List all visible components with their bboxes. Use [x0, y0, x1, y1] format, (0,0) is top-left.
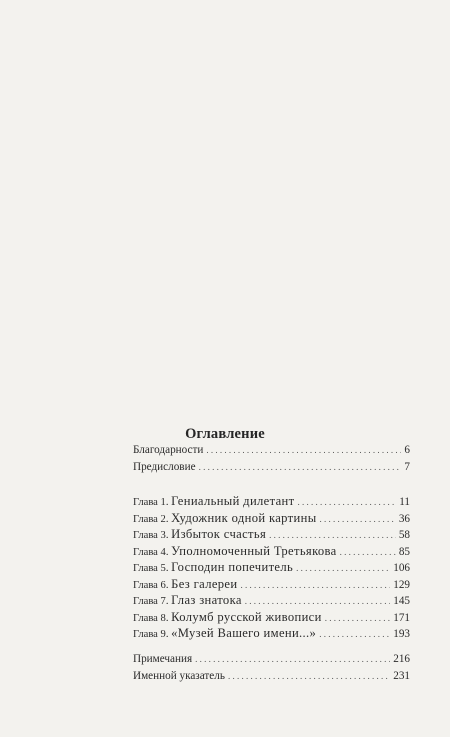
dot-leader	[319, 629, 390, 639]
toc-entry-page: 231	[393, 669, 410, 682]
chapter-title: Глаз знатока	[171, 593, 242, 607]
toc-entry-chapter-1	[133, 494, 410, 511]
chapter-title: Художник одной картины	[171, 510, 317, 525]
dot-leader	[269, 530, 396, 540]
dot-leader	[320, 514, 396, 524]
toc-front-matter	[133, 444, 410, 477]
toc-entry-chapter-2	[133, 511, 410, 528]
toc-entry-label	[133, 610, 322, 625]
chapter-title: Гениальный дилетант	[171, 494, 295, 508]
chapter-number: Глава 5.	[133, 563, 172, 574]
toc-entry-label: Примечания	[133, 653, 193, 665]
toc-entry-label	[133, 544, 337, 559]
toc-entry-page: 6	[404, 444, 410, 456]
chapter-title: Уполномоченный Третьякова	[171, 543, 337, 558]
toc-entry-page: 36	[398, 512, 410, 525]
toc-entry-label: Именной указатель	[133, 669, 225, 682]
toc-entry-chapter-5	[133, 560, 410, 577]
toc-entry-page: 171	[393, 611, 410, 624]
toc-entry-preface	[133, 461, 410, 478]
toc-entry-notes	[133, 653, 410, 670]
toc-entry-chapter-7	[133, 593, 410, 610]
toc-entry-label: Благодарности	[133, 444, 204, 456]
toc-entry-chapter-6	[133, 577, 410, 594]
toc-chapters	[133, 494, 410, 643]
dot-leader	[325, 613, 391, 623]
toc-title: Оглавление	[185, 426, 265, 442]
toc-entry-label	[133, 527, 266, 542]
toc-entry-label	[133, 494, 295, 509]
chapter-number: Глава 7.	[133, 596, 172, 607]
toc-entry-label	[133, 626, 316, 641]
toc-entry-page: 58	[398, 529, 410, 541]
chapter-title: Без галереи	[171, 576, 238, 591]
chapter-title: «Музей Вашего имени...»	[171, 626, 317, 640]
toc-entry-page: 106	[393, 562, 410, 574]
toc-entry-label	[133, 577, 237, 592]
dot-leader	[298, 497, 397, 507]
toc-entry-name-index	[133, 670, 410, 687]
toc-entry-page: 193	[393, 628, 410, 640]
chapter-number: Глава 9.	[133, 629, 172, 640]
chapter-number: Глава 8.	[133, 612, 172, 624]
chapter-number: Глава 3.	[133, 530, 172, 541]
toc-entry-label	[133, 593, 242, 608]
toc-entry-page: 11	[399, 496, 410, 508]
toc-entry-chapter-8	[133, 610, 410, 627]
chapter-title: Господин попечитель	[171, 560, 294, 574]
toc-entry-chapter-9	[133, 626, 410, 643]
chapter-number: Глава 6.	[133, 579, 172, 591]
chapter-title: Избыток счастья	[171, 527, 267, 541]
toc-back-matter	[133, 653, 410, 686]
toc-entry-label: Предисловие	[133, 460, 196, 473]
dot-leader	[340, 547, 396, 557]
toc-entry-page: 7	[404, 460, 410, 473]
chapter-title: Колумб русской живописи	[171, 609, 322, 624]
dot-leader	[228, 671, 390, 681]
toc-entry-label	[133, 560, 293, 575]
toc-entry-chapter-4	[133, 544, 410, 561]
dot-leader	[245, 596, 390, 606]
toc-entry-page: 85	[398, 545, 410, 558]
chapter-number: Глава 2.	[133, 513, 172, 525]
toc-entry-acknowledgements	[133, 444, 410, 461]
toc-entry-page: 216	[393, 653, 410, 665]
toc-entry-page: 129	[393, 578, 410, 591]
toc-entry-chapter-3	[133, 527, 410, 544]
toc-entry-page: 145	[393, 595, 410, 607]
dot-leader	[206, 445, 401, 455]
toc-entry-label	[133, 511, 317, 526]
dot-leader	[240, 580, 390, 590]
chapter-number: Глава 1.	[133, 497, 172, 508]
dot-leader	[199, 462, 402, 472]
dot-leader	[195, 654, 390, 664]
chapter-number: Глава 4.	[133, 546, 172, 558]
dot-leader	[296, 563, 390, 573]
